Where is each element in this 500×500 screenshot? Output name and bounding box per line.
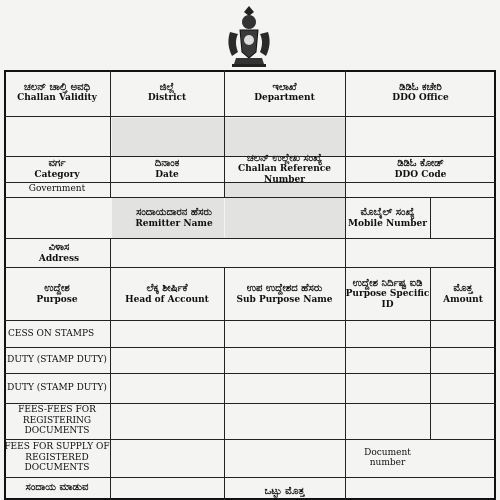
district-label-kn: ಜಿಲ್ಲೆ (159, 81, 175, 93)
category-label-en: Category (34, 169, 80, 180)
sub-purpose-label-kn: ಉಪ ಉದ್ದೇಶದ ಹೆಸರು (246, 283, 323, 295)
department-label-kn: ಇಲಾಖೆ (272, 81, 297, 93)
mobile-label-en: Mobile Number (347, 218, 427, 229)
divider (430, 267, 431, 439)
purpose-row (4, 403, 110, 439)
divider (224, 267, 225, 500)
divider (110, 238, 111, 500)
document-number-label (345, 439, 430, 477)
purpose-header (4, 268, 110, 320)
divider (110, 70, 111, 198)
purpose-row (4, 321, 110, 347)
challan-validity-header (4, 70, 110, 115)
divider (4, 116, 496, 117)
document-number-text: Document number (364, 447, 411, 468)
purpose-specific-id-header (345, 268, 430, 320)
purpose-row-label: CESS ON STAMPS (8, 328, 95, 339)
mobile-header (345, 198, 430, 238)
purpose-row-label: DUTY (STAMP DUTY) (7, 354, 107, 365)
divider (4, 373, 496, 374)
date-label-kn: ದಿನಾಂಕ (154, 158, 180, 170)
challan-ref-label-en: Challan Reference Number (238, 164, 331, 185)
divider (4, 320, 496, 321)
amount-label-kn: ಮೊತ್ತ (453, 283, 473, 295)
address-label-en: Address (38, 253, 80, 264)
divider (4, 267, 496, 268)
head-label-en: Head of Account (125, 294, 209, 305)
divider (224, 70, 225, 198)
divider (4, 197, 496, 198)
amount-header (430, 268, 496, 320)
ddo-code-label-en: DDO Code (394, 169, 447, 180)
specific-label-kn: ಉದ್ದೇಶ ನಿರ್ದಿಷ್ಟ ಐಡಿ (352, 277, 423, 289)
divider (4, 347, 496, 348)
category-label-kn: ವರ್ಗ (48, 158, 66, 170)
ddo-code-header (345, 156, 496, 182)
divider (4, 182, 496, 183)
payment-footer (4, 478, 110, 500)
payment-label-kn: ಸಂದಾಯ ಮಾಡುವ (25, 482, 89, 493)
department-header (224, 70, 345, 115)
challan-form (4, 70, 496, 500)
date-label-en: Date (155, 169, 179, 180)
ddo-office-label-en: DDO Office (392, 93, 449, 104)
challan-validity-label-kn: ಚಲನ್ ಚಾಲ್ತಿ ಅವಧಿ (23, 81, 91, 93)
challan-ref-header (224, 152, 345, 185)
divider (4, 156, 496, 157)
specific-label-en: Purpose Specific ID (345, 289, 430, 310)
amount-label-en: Amount (443, 294, 483, 305)
sub-purpose-label-en: Sub Purpose Name (236, 294, 333, 305)
ddo-office-label-kn: ಡಿಡಿಓ ಕಚೇರಿ (399, 81, 442, 93)
category-header (4, 156, 110, 182)
total-label-kn: ಒಟ್ಟು ಮೊತ್ತ (264, 486, 305, 497)
department-value-field (225, 118, 345, 156)
divider (4, 477, 496, 478)
category-value-text: Government (28, 184, 86, 195)
remitter-name-label-en: Remitter Name (135, 218, 213, 229)
divider (345, 70, 346, 500)
district-header (110, 70, 224, 115)
remitter-name-label-kn: ಸಂದಾಯದಾರನ ಹೆಸರು (136, 207, 212, 219)
divider (4, 238, 496, 239)
purpose-label-kn: ಉದ್ದೇಶ (44, 283, 70, 295)
ddo-office-header (345, 70, 496, 115)
divider (430, 197, 431, 239)
purpose-row (4, 439, 110, 477)
purpose-row-label: DUTY (STAMP DUTY) (7, 382, 107, 393)
department-label-en: Department (254, 93, 315, 104)
district-value-field (112, 118, 224, 156)
purpose-label-en: Purpose (36, 294, 78, 305)
address-header (4, 239, 110, 267)
sub-purpose-header (224, 268, 345, 320)
mobile-label-kn: ಮೊಬೈಲ್ ಸಂಖ್ಯೆ (360, 207, 415, 219)
purpose-row-label: FEES FOR SUPPLY OF REGISTERED DOCUMENTS (4, 442, 110, 474)
purpose-row (4, 373, 110, 403)
state-emblem-icon (218, 2, 280, 70)
district-label-en: District (147, 93, 187, 104)
remitter-name-header (4, 198, 344, 238)
divider (4, 403, 496, 404)
date-header (110, 156, 224, 182)
head-label-kn: ಲೆಕ್ಕ ಶೀರ್ಷಿಕೆ (146, 283, 188, 295)
challan-ref-label-kn: ಚಲನ್ ಉಲ್ಲೇಖ ಸಂಖ್ಯೆ (246, 152, 323, 164)
address-label-kn: ವಿಳಾಸ (48, 242, 70, 254)
total-footer (224, 478, 345, 500)
challan-validity-label-en: Challan Validity (17, 93, 97, 104)
divider (4, 439, 496, 440)
purpose-row-label: FEES-FEES FOR REGISTERING DOCUMENTS (18, 405, 96, 437)
challan-ref-value-field (225, 183, 345, 198)
purpose-row (4, 347, 110, 373)
head-of-account-header (110, 268, 224, 320)
ddo-code-label-kn: ಡಿಡಿಓ ಕೋಡ್ (397, 158, 444, 170)
category-value (4, 182, 110, 197)
